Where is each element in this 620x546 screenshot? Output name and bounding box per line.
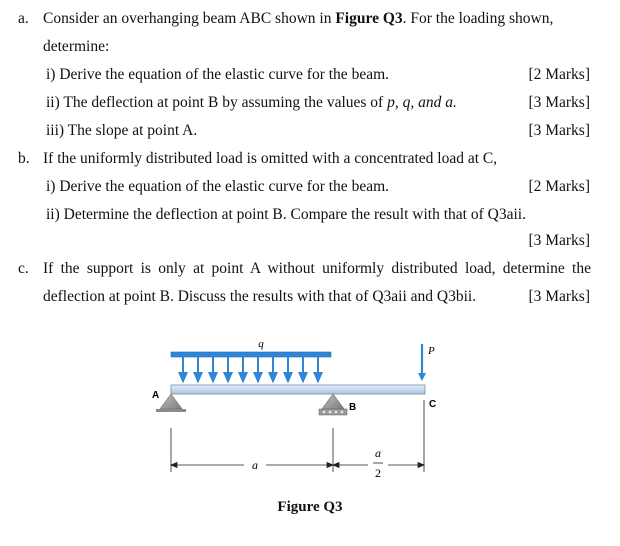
part-a-item-1-marks: [2 Marks] [528,66,590,83]
part-b-item-2-marks: [3 Marks] [528,232,590,249]
label-dim-a-half-den: 2 [375,466,381,480]
distributed-load-q [171,352,331,381]
part-a-label: a. [18,10,29,27]
beam-diagram [140,330,470,498]
part-b-item-1-marks: [2 Marks] [528,178,590,195]
roller-support-b [319,394,347,415]
part-a-item-3-marks: [3 Marks] [528,122,590,139]
part-a-item-2: ii) The deflection at point B by assuming the values of p, q, and a. [46,94,457,111]
label-point-a: A [152,390,160,401]
point-load-p [418,344,426,381]
part-c-line2: deflection at point B. Discuss the results with that of Q3aii and Q3bii. [43,288,477,305]
part-b-item-2: ii) Determine the deflection at point B. Compare the result with that of Q3aii. [46,206,526,223]
figure-reference: Figure Q3 [335,10,403,27]
distributed-load-arrows [180,357,322,381]
part-a-intro: Consider an overhanging beam ABC shown in Figure Q3. For the loading shown, [43,10,554,27]
label-point-c: C [429,399,437,410]
distributed-load-top-bar [171,352,331,357]
part-a-item-3: iii) The slope at point A. [46,122,198,139]
part-c-line1: If the support is only at point A without uniformly distributed load, determine the [43,260,591,277]
dimension-lines [171,400,424,472]
part-c-marks: [3 Marks] [528,288,590,305]
part-b-item-1: i) Derive the equation of the elastic curve for the beam. [46,178,390,195]
beam [171,385,425,394]
label-point-b: B [349,402,357,413]
part-a-item-2-marks: [3 Marks] [528,94,590,111]
label-dim-a: a [252,458,258,472]
part-b-label: b. [18,150,30,167]
part-a-intro-line2: determine: [43,38,110,55]
pin-support-a [156,394,186,412]
label-p: P [428,345,435,357]
figure-caption: Figure Q3 [277,499,343,515]
part-c-label: c. [18,260,29,277]
label-q: q [258,338,264,350]
label-dim-a-half-num: a [375,446,381,460]
part-a-item-1: i) Derive the equation of the elastic curve for the beam. [46,66,390,83]
part-b-intro: If the uniformly distributed load is omitted with a concentrated load at C, [43,150,498,167]
